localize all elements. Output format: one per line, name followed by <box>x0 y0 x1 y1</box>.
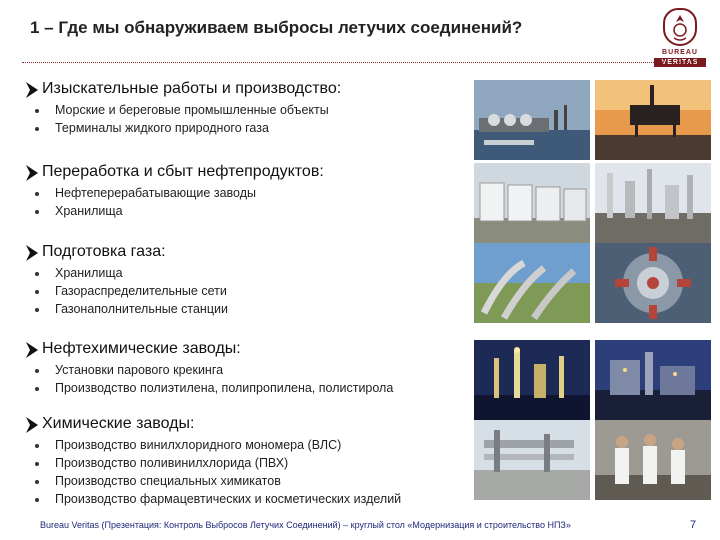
section-heading-text: Химические заводы: <box>42 415 195 432</box>
photo-polymer-plant <box>595 340 711 420</box>
section-heading-text: Переработка и сбыт нефтепродуктов: <box>42 163 324 180</box>
bullet-icon <box>35 480 39 484</box>
bullet-icon <box>35 387 39 391</box>
photo-gas-filling-station <box>595 243 711 323</box>
photo-storage-tanks <box>474 163 590 243</box>
bullet-icon <box>35 272 39 276</box>
section-heading-text: Изыскательные работы и производство: <box>42 80 342 97</box>
arrow-bullet-icon <box>25 164 39 182</box>
footer-text: Bureau Veritas (Презентация: Контроль Выбросов Летучих Соединений) – круглый стол «Модернизация и строительство НПЗ» <box>40 520 571 530</box>
photo-chemical-plant <box>474 420 590 500</box>
arrow-bullet-icon <box>25 81 39 99</box>
bullet-icon <box>35 462 39 466</box>
bullet-icon <box>35 210 39 214</box>
photo-pharma-workers <box>595 420 711 500</box>
photo-refinery <box>595 163 711 243</box>
arrow-bullet-icon <box>25 244 39 262</box>
bullet-icon <box>35 369 39 373</box>
bureau-veritas-logo <box>654 8 706 66</box>
page-number: 7 <box>690 519 697 531</box>
arrow-bullet-icon <box>25 341 39 359</box>
bullet-icon <box>35 308 39 312</box>
slide-title: 1 – Где мы обнаруживаем выбросы летучих соединений? <box>30 18 523 37</box>
logo-line2: VERITAS <box>654 58 706 67</box>
bullet-icon <box>35 290 39 294</box>
section-heading-text: Подготовка газа: <box>42 243 166 260</box>
bullet-icon <box>35 127 39 131</box>
bullet-icon <box>35 498 39 502</box>
seal-icon <box>663 8 697 46</box>
photo-offshore-platform <box>595 80 711 160</box>
bullet-icon <box>35 192 39 196</box>
photo-gas-pipes <box>474 243 590 323</box>
arrow-bullet-icon <box>25 416 39 434</box>
bullet-icon <box>35 109 39 113</box>
section-heading-text: Нефтехимические заводы: <box>42 340 241 357</box>
photo-coastal-terminal <box>474 80 590 160</box>
photo-steam-cracker <box>474 340 590 420</box>
bullet-icon <box>35 444 39 448</box>
logo-line1: BUREAU <box>654 48 706 57</box>
title-divider <box>22 62 698 63</box>
